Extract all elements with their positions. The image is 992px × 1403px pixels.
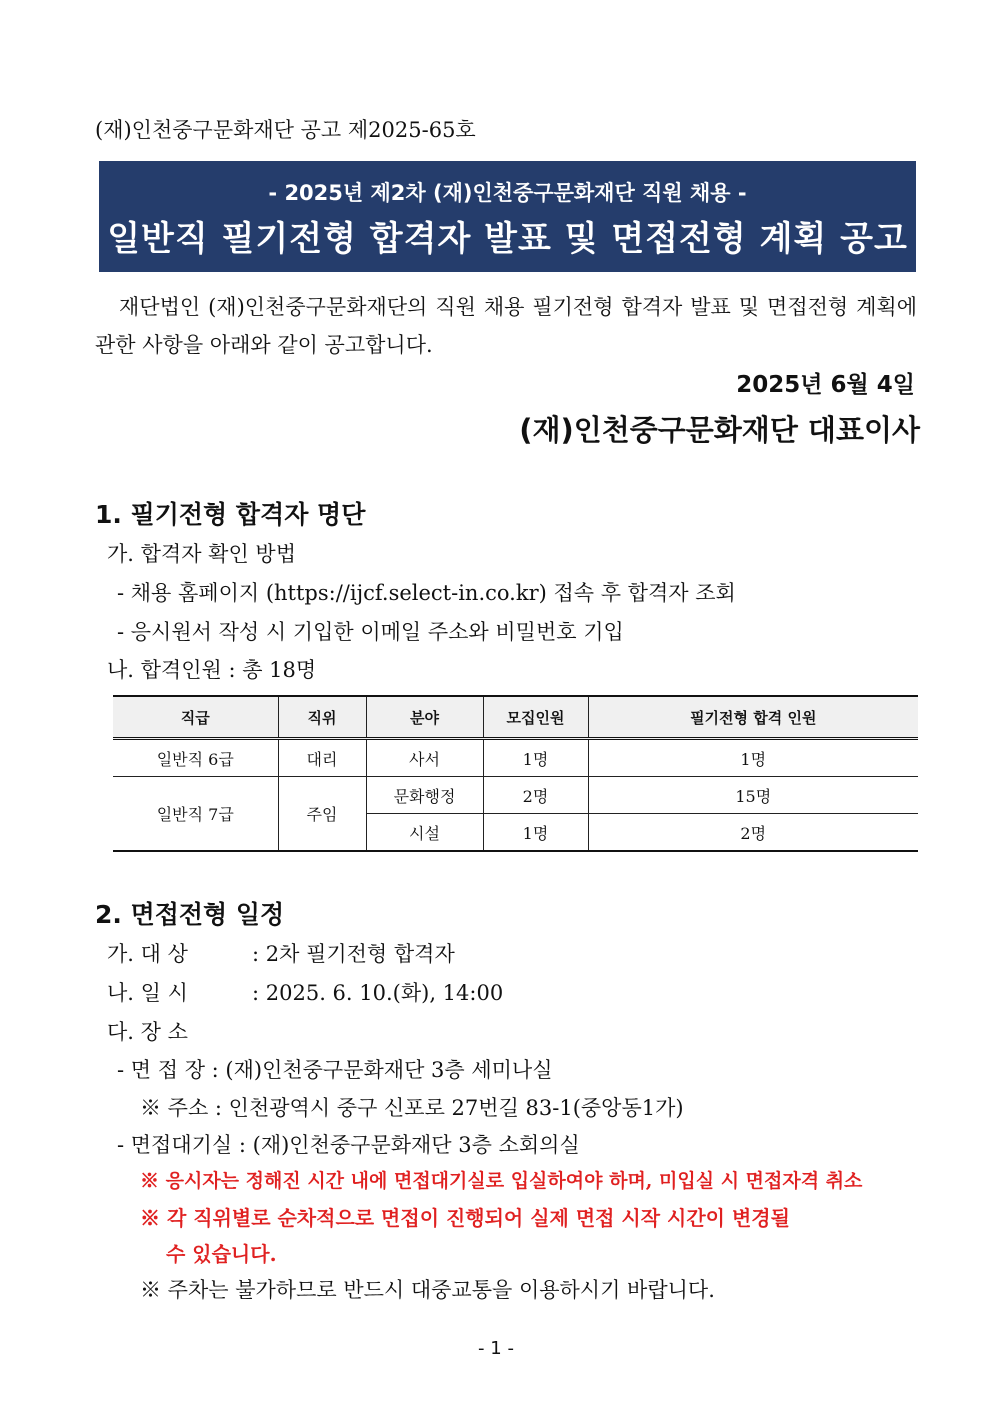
banner-subtitle: - 2025년 제2차 (재)인천중구문화재단 직원 채용 - [268,181,747,205]
parking-note: ※ 주차는 불가하므로 반드시 대중교통을 이용하시기 바랍니다. [140,1278,715,1302]
table-header: 분야 [366,696,483,739]
table-row [113,739,918,777]
table-cell: 15명 [588,777,918,814]
warning-time-change-cont: 수 있습니다. [166,1242,277,1266]
waiting-room: - 면접대기실 : (재)인천중구문화재단 3층 소회의실 [117,1133,580,1157]
page-number: - 1 - [478,1338,514,1359]
signer: (재)인천중구문화재단 대표이사 [519,413,920,447]
warning-late-entry: ※ 응시자는 정해진 시간 내에 면접대기실로 입실하여야 하며, 미입실 시 면접자격 취소 [140,1170,863,1192]
table-cell: 주임 [278,777,366,852]
notice-number: (재)인천중구문화재단 공고 제2025-65호 [95,118,476,142]
banner-title: 일반직 필기전형 합격자 발표 및 면접전형 계획 공고 [107,219,908,259]
table-cell: 일반직 6급 [113,739,278,777]
table-cell: 1명 [483,814,588,852]
table-header: 필기전형 합격 인원 [588,696,918,739]
section2-na-label: 나. 일 시 [107,981,188,1005]
passer-table [113,695,918,852]
table-cell: 사서 [366,739,483,777]
address-note: ※ 주소 : 인천광역시 중구 신포로 27번길 83-1(중앙동1가) [140,1096,684,1120]
table-cell: 대리 [278,739,366,777]
section2-na-value: : 2025. 6. 10.(화), 14:00 [252,981,504,1005]
section1-dash-login: - 응시원서 작성 시 기입한 이메일 주소와 비밀번호 기입 [117,620,624,644]
table-row [113,777,918,814]
section2-da-label: 다. 장 소 [107,1020,188,1044]
table-cell: 문화행정 [366,777,483,814]
table-header: 모집인원 [483,696,588,739]
title-banner [99,161,916,272]
table-cell: 1명 [483,739,588,777]
section2-ga-value: : 2차 필기전형 합격자 [252,942,455,966]
table-cell: 시설 [366,814,483,852]
section2-title: 2. 면접전형 일정 [95,900,285,929]
table-cell: 1명 [588,739,918,777]
section1-item-ga: 가. 합격자 확인 방법 [107,542,296,566]
section1-dash-homepage: - 채용 홈페이지 (https://ijcf.select-in.co.kr) 접속 후 합격자 조회 [117,581,736,605]
table-header: 직위 [278,696,366,739]
intro-paragraph: 재단법인 (재)인천중구문화재단의 직원 채용 필기전형 합격자 발표 및 면접전형 계획에 관한 사항을 아래와 같이 공고합니다. [95,295,917,357]
section1-item-na: 나. 합격인원 : 총 18명 [107,658,317,682]
notice-date: 2025년 6월 4일 [736,372,915,398]
warning-time-change: ※ 각 직위별로 순차적으로 면접이 진행되어 실제 면접 시작 시간이 변경될 [140,1206,790,1230]
interview-room: - 면 접 장 : (재)인천중구문화재단 3층 세미나실 [117,1058,553,1082]
table-cell: 2명 [588,814,918,852]
table-cell: 2명 [483,777,588,814]
section2-ga-label: 가. 대 상 [107,942,188,966]
table-header: 직급 [113,696,278,739]
section1-title: 1. 필기전형 합격자 명단 [95,500,366,529]
table-cell: 일반직 7급 [113,777,278,852]
